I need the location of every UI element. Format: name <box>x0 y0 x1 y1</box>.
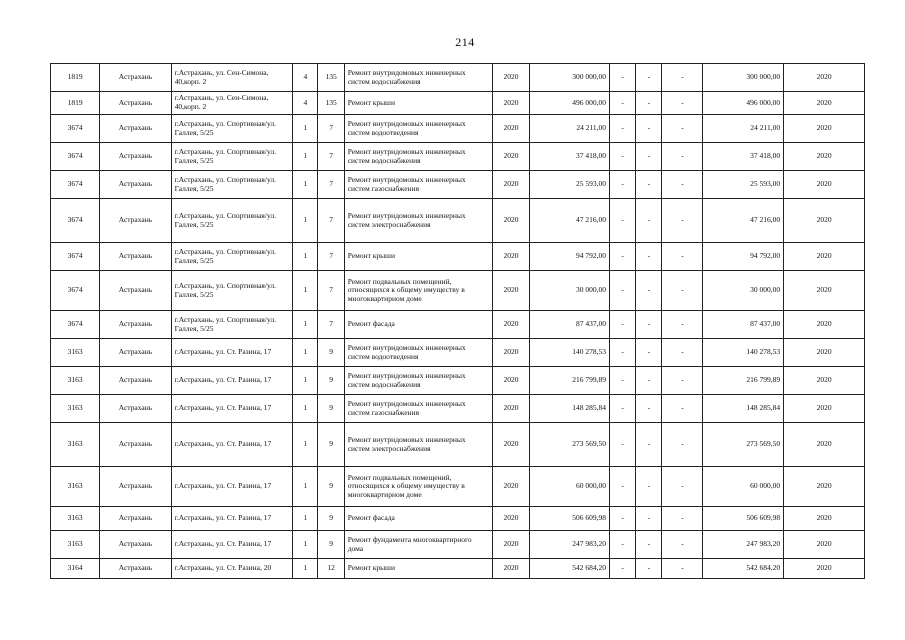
cell-total: 542 684,20 <box>703 559 784 579</box>
cell-total: 87 437,00 <box>703 311 784 339</box>
cell-work-type: Ремонт подвальных помещений, относящихся к общему имуществу в многоквартирном доме <box>344 271 492 311</box>
cell-amount: 24 211,00 <box>530 115 610 143</box>
cell-year-end: 2020 <box>784 92 865 115</box>
cell-work-type: Ремонт крыши <box>344 243 492 271</box>
cell-year: 2020 <box>492 92 530 115</box>
cell-dash-2: - <box>636 171 662 199</box>
cell-dash-1: - <box>610 199 636 243</box>
cell-count-2: 9 <box>318 423 344 467</box>
cell-work-type: Ремонт крыши <box>344 559 492 579</box>
cell-work-type: Ремонт подвальных помещений, относящихся к общему имуществу в многоквартирном доме <box>344 467 492 507</box>
cell-work-type: Ремонт внутридомовых инженерных систем водоотведения <box>344 115 492 143</box>
cell-work-type: Ремонт внутридомовых инженерных систем электроснабжения <box>344 423 492 467</box>
cell-work-type: Ремонт внутридомовых инженерных систем газоснабжения <box>344 171 492 199</box>
cell-dash-2: - <box>636 92 662 115</box>
cell-dash-2: - <box>636 395 662 423</box>
cell-amount: 87 437,00 <box>530 311 610 339</box>
cell-dash-2: - <box>636 311 662 339</box>
cell-city: Астрахань <box>100 243 171 271</box>
cell-address: г.Астрахань, ул. Спортивная/ул. Галлея, 5/25 <box>171 171 293 199</box>
cell-year: 2020 <box>492 339 530 367</box>
cell-city: Астрахань <box>100 559 171 579</box>
cell-dash-2: - <box>636 339 662 367</box>
cell-count-2: 7 <box>318 199 344 243</box>
cell-dash-1: - <box>610 143 636 171</box>
table-row <box>51 271 865 311</box>
cell-year-end: 2020 <box>784 143 865 171</box>
cell-total: 496 000,00 <box>703 92 784 115</box>
cell-year: 2020 <box>492 367 530 395</box>
cell-city: Астрахань <box>100 311 171 339</box>
cell-total: 300 000,00 <box>703 64 784 92</box>
cell-city: Астрахань <box>100 171 171 199</box>
cell-count-1: 1 <box>293 559 318 579</box>
cell-dash-1: - <box>610 395 636 423</box>
cell-city: Астрахань <box>100 92 171 115</box>
cell-count-1: 1 <box>293 115 318 143</box>
cell-year-end: 2020 <box>784 531 865 559</box>
cell-year: 2020 <box>492 311 530 339</box>
cell-count-1: 4 <box>293 64 318 92</box>
cell-dash-3: - <box>662 559 703 579</box>
cell-dash-2: - <box>636 64 662 92</box>
cell-address: г.Астрахань, ул. Ст. Разина, 17 <box>171 531 293 559</box>
cell-address: г.Астрахань, ул. Ст. Разина, 17 <box>171 507 293 531</box>
cell-address: г.Астрахань, ул. Спортивная/ул. Галлея, 5/25 <box>171 115 293 143</box>
cell-id: 3164 <box>51 559 100 579</box>
cell-year-end: 2020 <box>784 423 865 467</box>
cell-id: 3163 <box>51 531 100 559</box>
cell-amount: 30 000,00 <box>530 271 610 311</box>
cell-amount: 25 593,00 <box>530 171 610 199</box>
cell-address: г.Астрахань, ул. Спортивная/ул. Галлея, 5/25 <box>171 199 293 243</box>
cell-work-type: Ремонт фасада <box>344 311 492 339</box>
cell-count-2: 7 <box>318 143 344 171</box>
cell-dash-2: - <box>636 467 662 507</box>
cell-year-end: 2020 <box>784 115 865 143</box>
cell-city: Астрахань <box>100 531 171 559</box>
cell-total: 30 000,00 <box>703 271 784 311</box>
cell-city: Астрахань <box>100 367 171 395</box>
cell-city: Астрахань <box>100 199 171 243</box>
cell-dash-3: - <box>662 243 703 271</box>
cell-dash-1: - <box>610 115 636 143</box>
page-number: 214 <box>455 35 475 49</box>
cell-count-2: 135 <box>318 64 344 92</box>
cell-address: г.Астрахань, ул. Ст. Разина, 17 <box>171 423 293 467</box>
cell-work-type: Ремонт внутридомовых инженерных систем водоснабжения <box>344 367 492 395</box>
cell-count-1: 1 <box>293 339 318 367</box>
cell-year-end: 2020 <box>784 199 865 243</box>
cell-dash-2: - <box>636 243 662 271</box>
cell-work-type: Ремонт фундамента многоквартирного дома <box>344 531 492 559</box>
table-row <box>51 143 865 171</box>
cell-count-1: 1 <box>293 171 318 199</box>
cell-city: Астрахань <box>100 395 171 423</box>
cell-total: 216 799,89 <box>703 367 784 395</box>
cell-dash-1: - <box>610 171 636 199</box>
cell-dash-3: - <box>662 199 703 243</box>
cell-dash-3: - <box>662 531 703 559</box>
cell-dash-2: - <box>636 271 662 311</box>
cell-work-type: Ремонт внутридомовых инженерных систем электроснабжения <box>344 199 492 243</box>
cell-count-1: 1 <box>293 395 318 423</box>
cell-id: 3163 <box>51 423 100 467</box>
cell-dash-1: - <box>610 64 636 92</box>
cell-address: г.Астрахань, ул. Ст. Разина, 17 <box>171 467 293 507</box>
cell-address: г.Астрахань, ул. Сен-Симона, 40,корп. 2 <box>171 64 293 92</box>
cell-work-type: Ремонт внутридомовых инженерных систем газоснабжения <box>344 395 492 423</box>
cell-total: 247 983,20 <box>703 531 784 559</box>
cell-dash-3: - <box>662 311 703 339</box>
cell-id: 3674 <box>51 243 100 271</box>
cell-year-end: 2020 <box>784 171 865 199</box>
cell-count-2: 7 <box>318 171 344 199</box>
cell-dash-3: - <box>662 115 703 143</box>
cell-dash-2: - <box>636 507 662 531</box>
repair-register-table <box>50 63 865 579</box>
cell-address: г.Астрахань, ул. Спортивная/ул. Галлея, 5/25 <box>171 271 293 311</box>
cell-dash-3: - <box>662 64 703 92</box>
cell-count-2: 7 <box>318 311 344 339</box>
cell-dash-3: - <box>662 92 703 115</box>
cell-id: 3674 <box>51 271 100 311</box>
cell-year-end: 2020 <box>784 395 865 423</box>
cell-year: 2020 <box>492 64 530 92</box>
cell-year-end: 2020 <box>784 311 865 339</box>
cell-year-end: 2020 <box>784 64 865 92</box>
cell-amount: 60 000,00 <box>530 467 610 507</box>
cell-count-2: 7 <box>318 243 344 271</box>
cell-city: Астрахань <box>100 143 171 171</box>
cell-year-end: 2020 <box>784 271 865 311</box>
cell-dash-3: - <box>662 271 703 311</box>
cell-amount: 216 799,89 <box>530 367 610 395</box>
cell-year-end: 2020 <box>784 559 865 579</box>
cell-dash-1: - <box>610 271 636 311</box>
cell-id: 1819 <box>51 92 100 115</box>
table-row <box>51 423 865 467</box>
cell-count-2: 9 <box>318 531 344 559</box>
cell-amount: 506 609,98 <box>530 507 610 531</box>
cell-year: 2020 <box>492 531 530 559</box>
cell-id: 3674 <box>51 311 100 339</box>
cell-dash-3: - <box>662 395 703 423</box>
cell-total: 140 278,53 <box>703 339 784 367</box>
cell-address: г.Астрахань, ул. Ст. Разина, 17 <box>171 367 293 395</box>
cell-year: 2020 <box>492 271 530 311</box>
cell-city: Астрахань <box>100 339 171 367</box>
cell-dash-3: - <box>662 143 703 171</box>
cell-total: 506 609,98 <box>703 507 784 531</box>
cell-dash-2: - <box>636 115 662 143</box>
cell-amount: 300 000,00 <box>530 64 610 92</box>
table-row <box>51 507 865 531</box>
cell-year: 2020 <box>492 115 530 143</box>
cell-dash-2: - <box>636 559 662 579</box>
table-row <box>51 367 865 395</box>
cell-id: 3674 <box>51 171 100 199</box>
cell-total: 47 216,00 <box>703 199 784 243</box>
cell-year-end: 2020 <box>784 467 865 507</box>
cell-count-1: 1 <box>293 531 318 559</box>
cell-total: 25 593,00 <box>703 171 784 199</box>
cell-dash-1: - <box>610 467 636 507</box>
cell-count-2: 9 <box>318 367 344 395</box>
cell-dash-1: - <box>610 423 636 467</box>
cell-year: 2020 <box>492 171 530 199</box>
cell-dash-1: - <box>610 507 636 531</box>
cell-id: 3674 <box>51 143 100 171</box>
cell-amount: 47 216,00 <box>530 199 610 243</box>
cell-amount: 542 684,20 <box>530 559 610 579</box>
cell-dash-2: - <box>636 143 662 171</box>
cell-city: Астрахань <box>100 271 171 311</box>
cell-work-type: Ремонт фасада <box>344 507 492 531</box>
cell-work-type: Ремонт крыши <box>344 92 492 115</box>
cell-year: 2020 <box>492 395 530 423</box>
cell-id: 1819 <box>51 64 100 92</box>
cell-dash-3: - <box>662 507 703 531</box>
cell-id: 3163 <box>51 507 100 531</box>
cell-id: 3674 <box>51 115 100 143</box>
cell-year-end: 2020 <box>784 367 865 395</box>
cell-address: г.Астрахань, ул. Ст. Разина, 17 <box>171 395 293 423</box>
cell-dash-2: - <box>636 531 662 559</box>
cell-count-2: 7 <box>318 271 344 311</box>
cell-year: 2020 <box>492 199 530 243</box>
cell-count-1: 1 <box>293 423 318 467</box>
cell-id: 3163 <box>51 339 100 367</box>
cell-work-type: Ремонт внутридомовых инженерных систем водоотведения <box>344 339 492 367</box>
cell-count-1: 4 <box>293 92 318 115</box>
cell-work-type: Ремонт внутридомовых инженерных систем водоснабжения <box>344 64 492 92</box>
cell-city: Астрахань <box>100 507 171 531</box>
cell-amount: 148 285,84 <box>530 395 610 423</box>
table-row <box>51 467 865 507</box>
cell-dash-3: - <box>662 367 703 395</box>
cell-count-2: 9 <box>318 467 344 507</box>
cell-year: 2020 <box>492 423 530 467</box>
cell-address: г.Астрахань, ул. Сен-Симона, 40,корп. 2 <box>171 92 293 115</box>
cell-count-2: 9 <box>318 507 344 531</box>
table-row <box>51 171 865 199</box>
cell-dash-3: - <box>662 467 703 507</box>
cell-address: г.Астрахань, ул. Спортивная/ул. Галлея, 5/25 <box>171 243 293 271</box>
cell-amount: 247 983,20 <box>530 531 610 559</box>
cell-count-1: 1 <box>293 507 318 531</box>
cell-count-1: 1 <box>293 367 318 395</box>
cell-amount: 94 792,00 <box>530 243 610 271</box>
cell-count-2: 12 <box>318 559 344 579</box>
cell-amount: 496 000,00 <box>530 92 610 115</box>
cell-dash-2: - <box>636 423 662 467</box>
cell-id: 3163 <box>51 467 100 507</box>
cell-dash-3: - <box>662 423 703 467</box>
cell-dash-1: - <box>610 559 636 579</box>
cell-address: г.Астрахань, ул. Спортивная/ул. Галлея, 5/25 <box>171 311 293 339</box>
cell-year: 2020 <box>492 143 530 171</box>
cell-city: Астрахань <box>100 467 171 507</box>
table-row <box>51 559 865 579</box>
cell-count-1: 1 <box>293 143 318 171</box>
cell-count-1: 1 <box>293 271 318 311</box>
cell-dash-1: - <box>610 92 636 115</box>
table-row <box>51 92 865 115</box>
cell-count-1: 1 <box>293 311 318 339</box>
cell-total: 148 285,84 <box>703 395 784 423</box>
table-row <box>51 395 865 423</box>
table-row <box>51 243 865 271</box>
table-row <box>51 311 865 339</box>
cell-dash-1: - <box>610 243 636 271</box>
cell-total: 37 418,00 <box>703 143 784 171</box>
cell-address: г.Астрахань, ул. Ст. Разина, 20 <box>171 559 293 579</box>
cell-year-end: 2020 <box>784 339 865 367</box>
cell-total: 60 000,00 <box>703 467 784 507</box>
table-row <box>51 199 865 243</box>
cell-dash-3: - <box>662 339 703 367</box>
cell-year: 2020 <box>492 559 530 579</box>
cell-dash-2: - <box>636 199 662 243</box>
cell-id: 3163 <box>51 367 100 395</box>
cell-city: Астрахань <box>100 64 171 92</box>
cell-dash-1: - <box>610 339 636 367</box>
cell-year: 2020 <box>492 243 530 271</box>
cell-total: 94 792,00 <box>703 243 784 271</box>
cell-count-1: 1 <box>293 243 318 271</box>
cell-total: 24 211,00 <box>703 115 784 143</box>
cell-id: 3674 <box>51 199 100 243</box>
cell-count-1: 1 <box>293 199 318 243</box>
cell-count-2: 7 <box>318 115 344 143</box>
cell-dash-1: - <box>610 311 636 339</box>
cell-amount: 273 569,50 <box>530 423 610 467</box>
cell-address: г.Астрахань, ул. Ст. Разина, 17 <box>171 339 293 367</box>
cell-id: 3163 <box>51 395 100 423</box>
cell-count-1: 1 <box>293 467 318 507</box>
cell-count-2: 9 <box>318 339 344 367</box>
cell-year: 2020 <box>492 467 530 507</box>
cell-year-end: 2020 <box>784 243 865 271</box>
table-row <box>51 115 865 143</box>
cell-year-end: 2020 <box>784 507 865 531</box>
cell-total: 273 569,50 <box>703 423 784 467</box>
cell-dash-1: - <box>610 531 636 559</box>
cell-city: Астрахань <box>100 115 171 143</box>
cell-dash-3: - <box>662 171 703 199</box>
cell-address: г.Астрахань, ул. Спортивная/ул. Галлея, 5/25 <box>171 143 293 171</box>
cell-year: 2020 <box>492 507 530 531</box>
table-row <box>51 339 865 367</box>
table-row <box>51 531 865 559</box>
cell-count-2: 9 <box>318 395 344 423</box>
cell-dash-1: - <box>610 367 636 395</box>
cell-amount: 140 278,53 <box>530 339 610 367</box>
cell-amount: 37 418,00 <box>530 143 610 171</box>
table-row <box>51 64 865 92</box>
cell-count-2: 135 <box>318 92 344 115</box>
cell-dash-2: - <box>636 367 662 395</box>
cell-work-type: Ремонт внутридомовых инженерных систем водоснабжения <box>344 143 492 171</box>
cell-city: Астрахань <box>100 423 171 467</box>
